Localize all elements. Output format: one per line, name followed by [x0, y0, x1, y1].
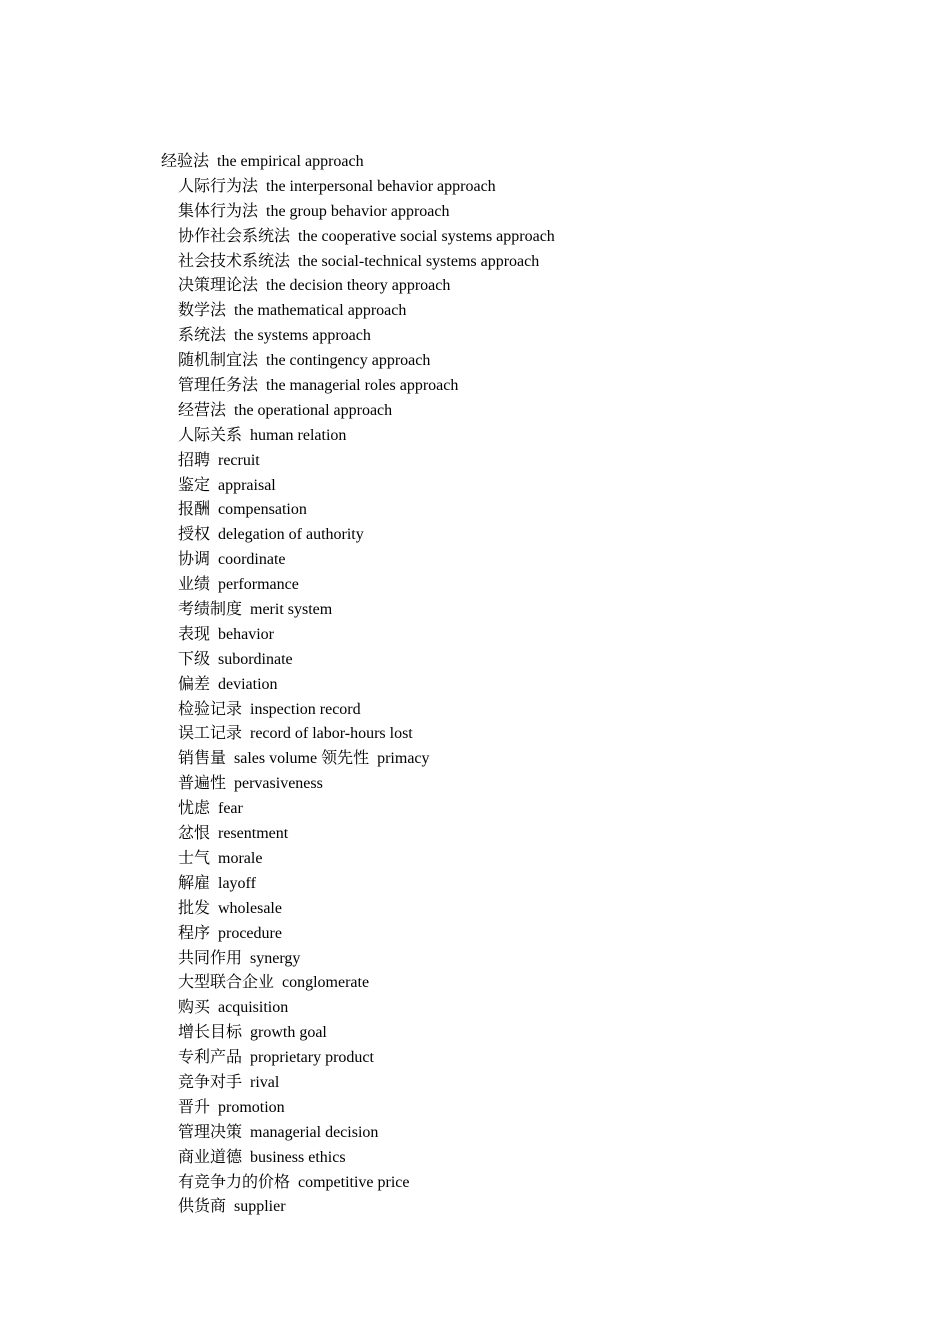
glossary-entry: 增长目标 growth goal — [178, 1024, 327, 1042]
glossary-entry: 管理任务法 the managerial roles approach — [178, 377, 459, 395]
glossary-entry: 人际行为法 the interpersonal behavior approach — [178, 177, 496, 195]
glossary-entry: 忧虑 fear — [178, 800, 243, 818]
glossary-entry: 授权 delegation of authority — [178, 526, 364, 544]
glossary-entry: 决策理论法 the decision theory approach — [178, 277, 451, 295]
glossary-entry: 普遍性 pervasiveness — [178, 775, 323, 793]
glossary-entry: 偏差 deviation — [178, 675, 278, 693]
glossary-entry: 有竞争力的价格 competitive price — [178, 1173, 410, 1191]
glossary-entry: 购买 acquisition — [178, 999, 289, 1017]
glossary-entry: 销售量 sales volume 领先性 primacy — [178, 750, 430, 768]
glossary-entry: 招聘 recruit — [178, 451, 260, 469]
glossary-entry: 供货商 supplier — [178, 1198, 286, 1216]
glossary-entry: 人际关系 human relation — [178, 426, 347, 444]
glossary-entry: 误工记录 record of labor-hours lost — [178, 725, 413, 743]
glossary-entry: 社会技术系统法 the social-technical systems approach — [178, 252, 540, 270]
glossary-entry: 士气 morale — [178, 849, 263, 867]
glossary-entry: 鉴定 appraisal — [178, 476, 276, 494]
glossary-entry: 下级 subordinate — [178, 650, 293, 668]
glossary-entry: 管理决策 managerial decision — [178, 1123, 379, 1141]
glossary-entry: 大型联合企业 conglomerate — [178, 974, 370, 992]
glossary-entry: 协调 coordinate — [178, 551, 286, 569]
glossary-entry: 考绩制度 merit system — [178, 601, 333, 619]
glossary-entry: 检验记录 inspection record — [178, 700, 361, 718]
glossary-entry: 共同作用 synergy — [178, 949, 301, 967]
glossary-entry: 协作社会系统法 the cooperative social systems approach — [178, 227, 555, 245]
glossary-entry: 表现 behavior — [178, 625, 274, 643]
glossary-entry: 数学法 the mathematical approach — [178, 302, 407, 320]
glossary-entry: 程序 procedure — [178, 924, 282, 942]
glossary-entry: 随机制宜法 the contingency approach — [178, 352, 431, 370]
glossary-entry: 忿恨 resentment — [178, 825, 289, 843]
glossary-entry: 集体行为法 the group behavior approach — [178, 202, 450, 220]
glossary-entry: 系统法 the systems approach — [178, 327, 371, 345]
glossary-entry: 商业道德 business ethics — [178, 1148, 346, 1166]
glossary-entry: 批发 wholesale — [178, 899, 282, 917]
glossary-entry: 晋升 promotion — [178, 1098, 285, 1116]
glossary-entry: 竞争对手 rival — [178, 1073, 280, 1091]
glossary-entry: 经营法 the operational approach — [178, 401, 393, 419]
glossary-entry: 报酬 compensation — [178, 501, 307, 519]
glossary-entry: 经验法 the empirical approach — [161, 153, 364, 170]
glossary-entry: 专利产品 proprietary product — [178, 1049, 374, 1067]
glossary-list — [161, 150, 881, 1220]
glossary-entry: 业绩 performance — [178, 576, 299, 594]
glossary-entry: 解雇 layoff — [178, 874, 256, 892]
